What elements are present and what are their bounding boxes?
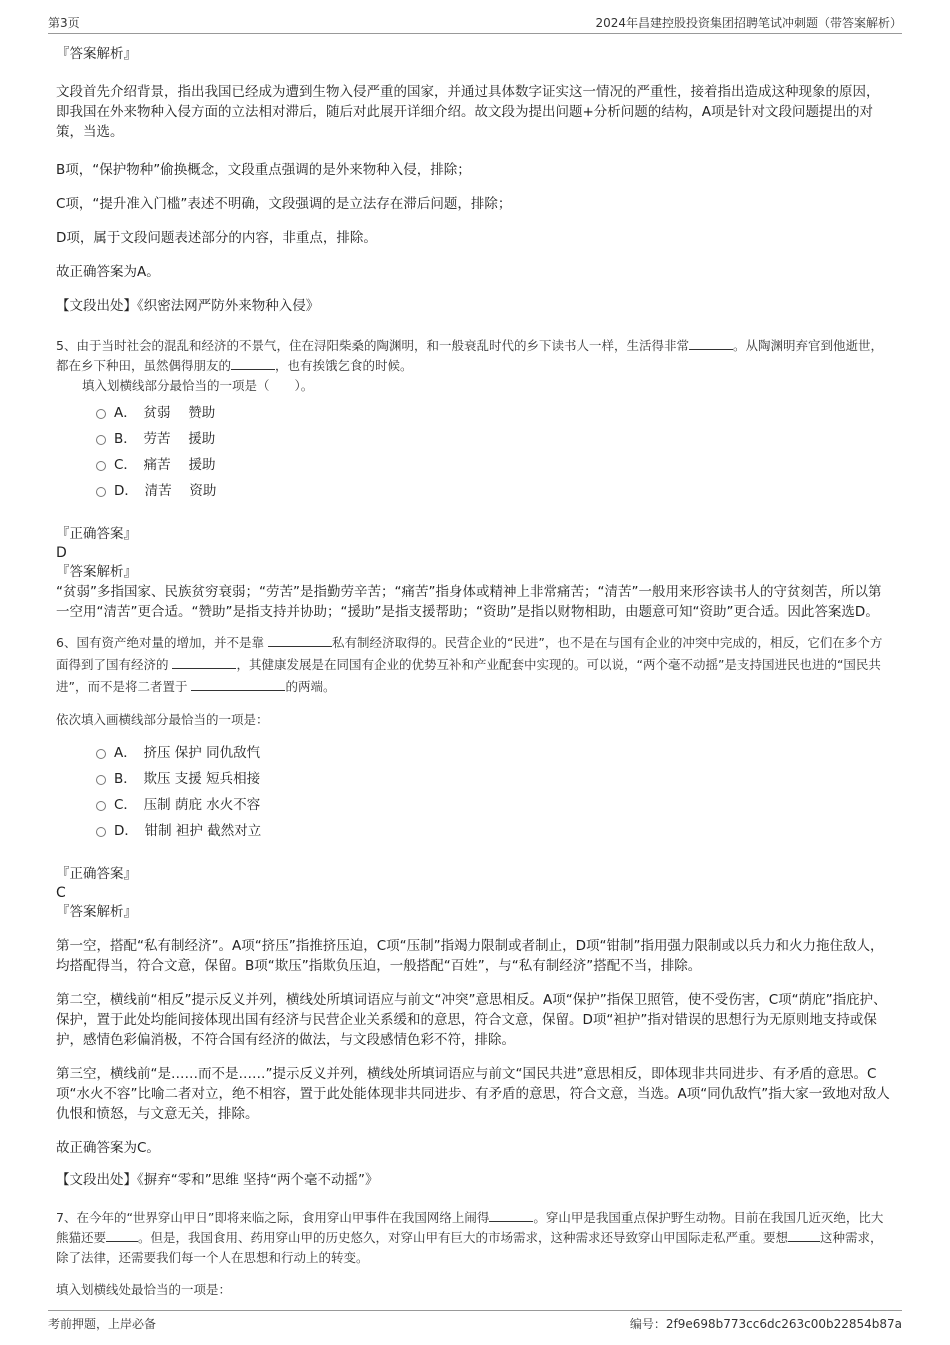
q6-analysis-p3: 第三空，横线前“是……而不是……”提示反义并列，横线处所填词语应与前文“国民共进”意思相反，即体现非共同进步、有矛盾的意思。C项“水火不容”比喻二者对立，绝不相容，置于此处能体现非共同进步、有矛盾的意思，符合文意，当选。A项“同仇敌忾”指大家一致地对敌人仇恨和愤怒，与文意无关，排除。 <box>56 1066 890 1122</box>
q5-option-a[interactable]: A． 贫弱 赞助 <box>56 400 892 426</box>
q5-analysis: “贫弱”多指国家、民族贫穷衰弱；“劳苦”是指勤劳辛苦；“痛苦”指身体或精神上非常痛苦；“清苦”一般用来形容读书人的守贫刻苦，所以第一空用“清苦”更合适。“赞助”是指支持并协助；“援助”是指支援帮助；“资助”是指以财物相助，由题意可知“资助”更合适。因此答案选D。 <box>56 584 882 620</box>
blank <box>172 655 236 669</box>
q6-option-b[interactable]: B． 欺压 支援 短兵相接 <box>56 766 892 792</box>
blank <box>106 1228 138 1242</box>
blank <box>489 1208 533 1222</box>
footer-slogan: 考前押题，上岸必备 <box>48 1317 157 1331</box>
q6-analysis-p1: 第一空，搭配“私有制经济”。A项“挤压”指推挤压迫，C项“压制”指竭力限制或者制止，D项“钳制”指用强力限制或以兵力和火力拖住敌人，均搭配得当，符合文意，保留。B项“欺压”指欺负压迫，一般搭配“百姓”，与“私有制经济”搭配不当，排除。 <box>56 938 884 974</box>
q5-option-d[interactable]: D． 清苦 资助 <box>56 478 892 504</box>
radio-button[interactable] <box>96 435 106 445</box>
q6-stem: 6、国有资产绝对量的增加，并不是靠 私有制经济取得的。民营企业的“民进”，也不是在与国有企业的冲突中完成的，相反，它们在多个方面得到了国有经济的 ，其健康发展是在同国有企业的优势互补和产业配套中实现的。可以说，“两个毫不动摇”是支持国进民也进的“国民共进”，而不是将二者置于 的两端。 <box>56 635 883 694</box>
radio-button[interactable] <box>96 801 106 811</box>
page-footer <box>48 1310 902 1332</box>
q4-analysis-p3: C项，“提升准入门槛”表述不明确，文段强调的是立法存在滞后问题，排除； <box>56 196 512 212</box>
q4-analysis-p5: 故正确答案为A。 <box>56 264 160 280</box>
q6-option-a[interactable]: A． 挤压 保护 同仇敌忾 <box>56 740 892 766</box>
radio-button[interactable] <box>96 461 106 471</box>
radio-button[interactable] <box>96 827 106 837</box>
q4-analysis-label: 『答案解析』 <box>56 46 137 62</box>
q6-answer: C <box>56 885 66 901</box>
blank <box>268 633 332 647</box>
q5-options <box>56 400 892 504</box>
blank <box>689 336 733 350</box>
q6-answer-label: 『正确答案』 <box>56 866 137 882</box>
q7-stem: 7、在今年的“世界穿山甲日”即将来临之际，食用穿山甲事件在我国网络上闹得 。穿山甲是我国重点保护野生动物。目前在我国几近灭绝，比大熊猫还要 。但是，我国食用、药用穿山甲的历史悠久，对穿山甲有巨大的市场需求，这种需求还导致穿山甲国际走私严重。要想 这种需求，除了法律，还需要我们每一个人在思想和行动上的转变。 <box>56 1210 884 1265</box>
q7-instruction: 填入划横线处最恰当的一项是： <box>56 1282 232 1297</box>
q5-answer: D <box>56 545 67 561</box>
q6-instruction: 依次填入画横线部分最恰当的一项是： <box>56 712 269 727</box>
q4-analysis-p1: 文段首先介绍背景，指出我国已经成为遭到生物入侵严重的国家，并通过具体数字证实这一情况的严重性，接着指出造成这种现象的原因，即我国在外来物种入侵方面的立法相对滞后，随后对此展开详细介绍。故文段为提出问题+分析问题的结构，A项是针对文段问题提出的对策，当选。 <box>56 84 880 140</box>
q4-source: 【文段出处】《织密法网严防外来物种入侵》 <box>56 298 320 314</box>
q6-analysis-label: 『答案解析』 <box>56 904 137 920</box>
q5-analysis-label: 『答案解析』 <box>56 564 137 580</box>
q6-option-c[interactable]: C． 压制 荫庇 水火不容 <box>56 792 892 818</box>
q6-analysis-p4: 故正确答案为C。 <box>56 1140 160 1156</box>
page-header <box>48 14 902 34</box>
q5-answer-label: 『正确答案』 <box>56 526 137 542</box>
blank <box>788 1228 820 1242</box>
q6-options <box>56 740 892 844</box>
q5-instruction: 填入划横线部分最恰当的一项是（ ）。 <box>82 378 314 393</box>
q4-analysis-p4: D项，属于文段问题表述部分的内容，非重点，排除。 <box>56 230 377 246</box>
document-title: 2024年昌建控股投资集团招聘笔试冲刺题（带答案解析） <box>595 16 902 30</box>
q6-source: 【文段出处】《摒弃“零和”思维 坚持“两个毫不动摇”》 <box>56 1172 379 1188</box>
document-code: 编号：2f9e698b773cc6dc263c00b22854b87a <box>629 1317 902 1331</box>
q5-option-b[interactable]: B． 劳苦 援助 <box>56 426 892 452</box>
q6-analysis-p2: 第二空，横线前“相反”提示反义并列，横线处所填词语应与前文“冲突”意思相反。A项“保护”指保卫照管，使不受伤害，C项“荫庇”指庇护、保护，置于此处均能间接体现出国有经济与民营企业关系缓和的意思，符合文意，保留。D项“袒护”指对错误的思想行为无原则地支持或保护，感情色彩偏消极，不符合国有经济的做法，与文段感情色彩不符，排除。 <box>56 992 887 1048</box>
blank <box>231 356 275 370</box>
radio-button[interactable] <box>96 749 106 759</box>
q5-option-c[interactable]: C． 痛苦 援助 <box>56 452 892 478</box>
q5-stem: 5、由于当时社会的混乱和经济的不景气，住在浔阳柴桑的陶渊明，和一般衰乱时代的乡下读书人一样，生活得非常 。从陶渊明弃官到他逝世，都在乡下种田，虽然偶得朋友的 ，也有挨饿乞食的时候。 <box>56 338 883 373</box>
blank <box>191 677 285 691</box>
page-number: 第3页 <box>48 16 80 30</box>
q4-analysis-p2: B项，“保护物种”偷换概念，文段重点强调的是外来物种入侵，排除； <box>56 162 471 178</box>
radio-button[interactable] <box>96 775 106 785</box>
q6-option-d[interactable]: D． 钳制 袒护 截然对立 <box>56 818 892 844</box>
radio-button[interactable] <box>96 409 106 419</box>
document-body <box>56 44 892 1300</box>
radio-button[interactable] <box>96 487 106 497</box>
